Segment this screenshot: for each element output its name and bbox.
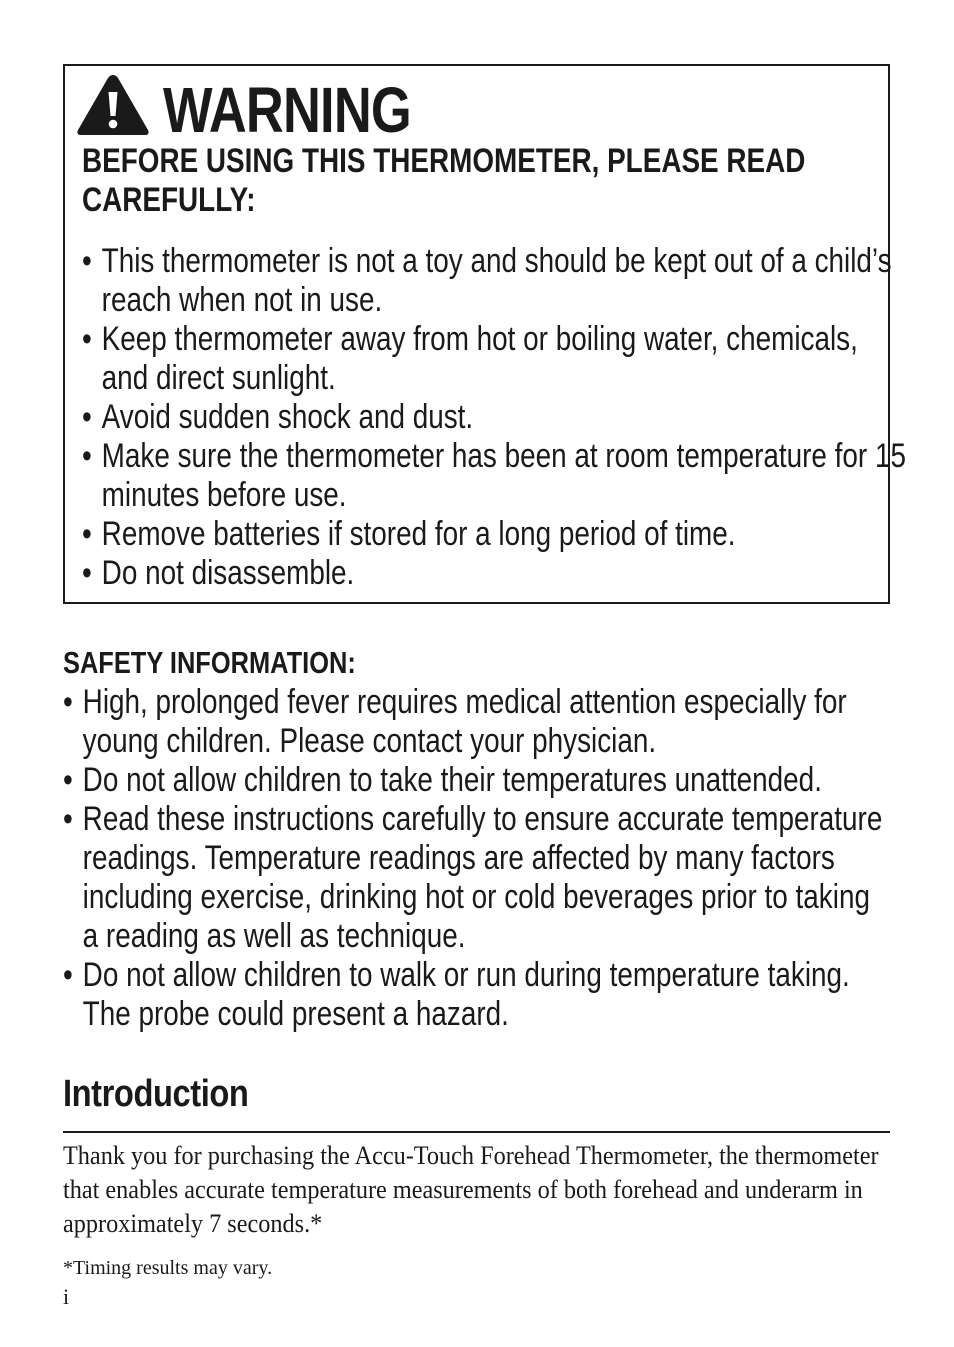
introduction-heading: Introduction <box>63 1073 249 1115</box>
warning-subtitle: BEFORE USING THIS THERMOMETER, PLEASE READ CAREFULLY: <box>82 142 806 219</box>
warning-item <box>82 515 910 554</box>
safety-item <box>63 956 891 1034</box>
bullet: • <box>82 242 92 280</box>
safety-item-text: High, prolonged fever requires medical attention especially for young children. Please contact your physician. <box>82 683 847 760</box>
safety-item <box>63 761 891 800</box>
warning-item <box>82 398 910 437</box>
bullet: • <box>63 761 73 799</box>
safety-list <box>63 683 891 1034</box>
safety-item-text: Do not allow children to walk or run during temperature taking. The probe could present a hazard. <box>82 956 850 1033</box>
warning-item-text: Avoid sudden shock and dust. <box>101 398 474 436</box>
warning-item-text: Make sure the thermometer has been at room temperature for 15 minutes before use. <box>101 437 906 514</box>
bullet: • <box>82 320 92 358</box>
safety-item <box>63 683 891 761</box>
page-number: i <box>63 1284 70 1309</box>
bullet: • <box>63 683 73 721</box>
bullet: • <box>82 437 92 475</box>
introduction-text: Thank you for purchasing the Accu-Touch Forehead Thermometer, the thermometer that enables accurate temperature measurements of both forehead and underarm in approximately 7 seconds.* <box>63 1140 879 1238</box>
warning-item-text: Do not disassemble. <box>101 554 355 592</box>
warning-item-text: This thermometer is not a toy and should be kept out of a child’s reach when not in use. <box>101 242 892 319</box>
bullet: • <box>82 398 92 436</box>
warning-item <box>82 320 910 398</box>
warning-item <box>82 437 910 515</box>
warning-box <box>63 64 906 604</box>
warning-title: WARNING <box>163 74 411 146</box>
safety-item <box>63 800 891 956</box>
warning-item-text: Remove batteries if stored for a long period of time. <box>101 515 736 553</box>
safety-heading: SAFETY INFORMATION: <box>63 645 356 680</box>
warning-item <box>82 554 910 593</box>
footnote: *Timing results may vary. <box>63 1257 273 1279</box>
safety-item-text: Do not allow children to take their temperatures unattended. <box>82 761 822 799</box>
warning-item-text: Keep thermometer away from hot or boiling water, chemicals, and direct sunlight. <box>101 320 858 397</box>
warning-list <box>82 242 910 593</box>
safety-item-text: Read these instructions carefully to ensure accurate temperature readings. Temperature readings are affected by many factors including exercise, drinking hot or cold beverages prior to taking a reading as well as technique. <box>82 800 883 955</box>
bullet: • <box>82 554 92 592</box>
bullet: • <box>82 515 92 553</box>
warning-triangle-icon <box>75 72 151 138</box>
warning-item <box>82 242 910 320</box>
introduction-divider <box>63 1131 890 1133</box>
bullet: • <box>63 800 73 838</box>
bullet: • <box>63 956 73 994</box>
